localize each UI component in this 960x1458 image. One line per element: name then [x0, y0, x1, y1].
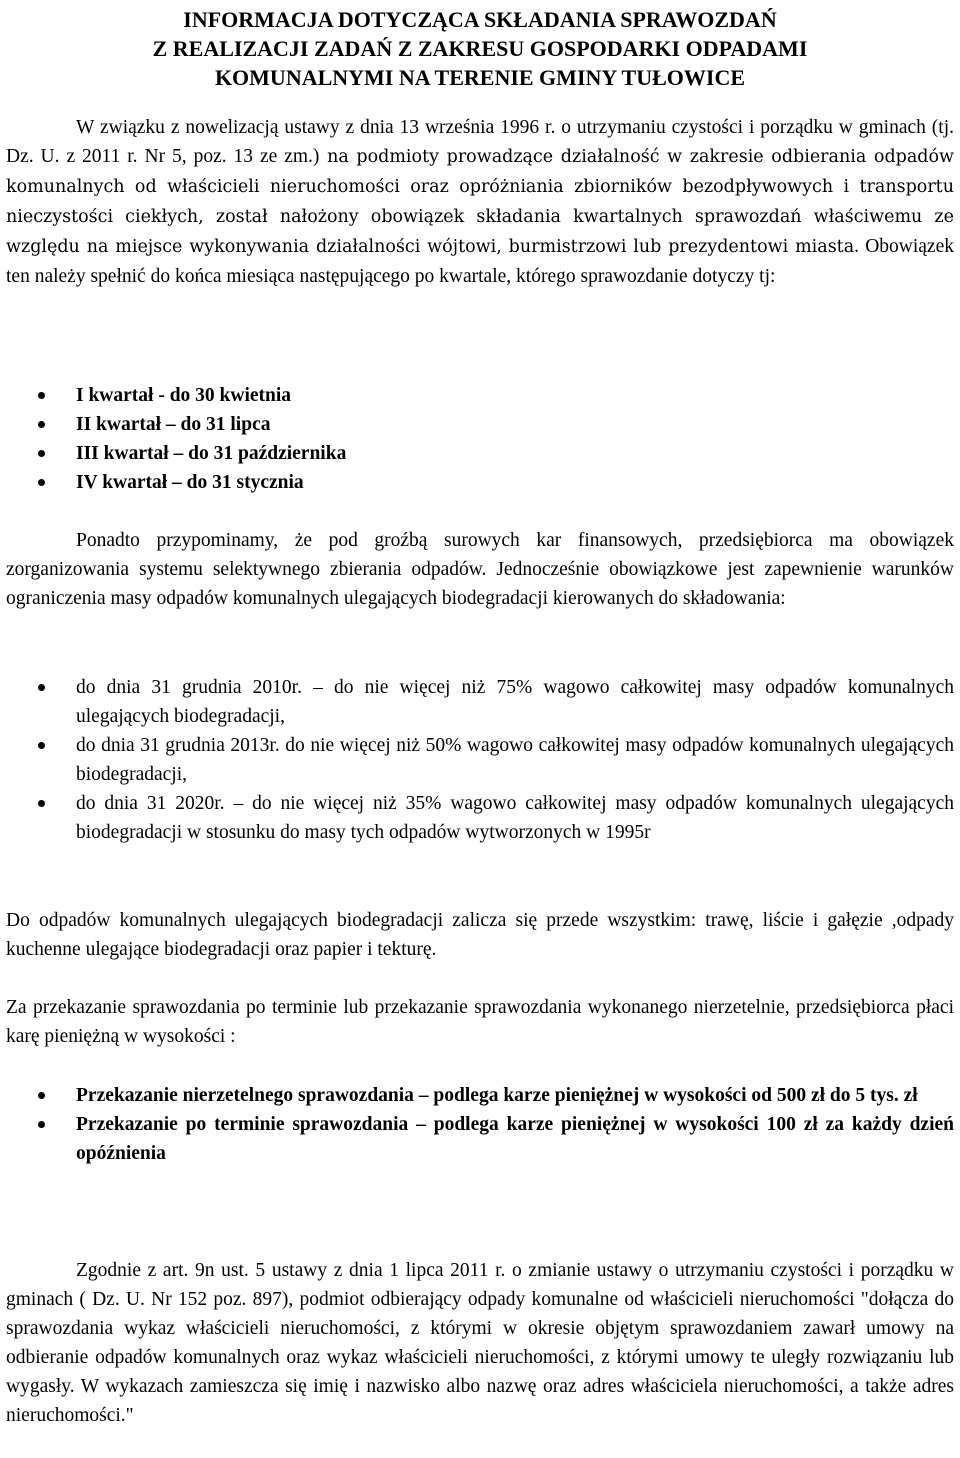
- intro-text-1: W związku z nowelizacją ustawy z dnia 13 września 1996 r. o utrzymaniu czystości i porządku w gminach (tj. Dz. U. z 2011 r. Nr 5, poz. 13 ze zm.): [6, 117, 954, 167]
- bullet-icon: [38, 1092, 45, 1099]
- title-line-1: INFORMACJA DOTYCZĄCA SKŁADANIA SPRAWOZDAŃ: [183, 7, 777, 32]
- intro-paragraph: [6, 113, 954, 291]
- bullet-icon: [38, 742, 45, 749]
- title-line-2: Z REALIZACJI ZADAŃ Z ZAKRESU GOSPODARKI ODPADAMI: [152, 36, 808, 61]
- list-item: II kwartał – do 31 lipca: [0, 410, 960, 439]
- document-title: [0, 5, 960, 92]
- limits-list: [0, 673, 960, 847]
- bullet-icon: [38, 450, 45, 457]
- biodegradable-paragraph: Do odpadów komunalnych ulegających biodegradacji zalicza się przede wszystkim: trawę, liście i gałęzie ,odpady kuchenne ulegające biodegradacji oraz papier i tekturę.: [6, 910, 954, 960]
- list-item: Przekazanie nierzetelnego sprawozdania – podlega karze pieniężnej w wysokości od 500 zł do 5 tys. zł: [0, 1081, 960, 1110]
- penalties-list: [0, 1081, 960, 1168]
- bullet-icon: [38, 392, 45, 399]
- penalty-intro-paragraph: Za przekazanie sprawozdania po terminie lub przekazanie sprawozdania wykonanego nierzetelnie, przedsiębiorca płaci karę pieniężną w wysokości :: [6, 997, 954, 1047]
- closing-paragraph: Zgodnie z art. 9n ust. 5 ustawy z dnia 1 lipca 2011 r. o zmianie ustawy o utrzymaniu czystości i porządku w gminach ( Dz. U. Nr 152 poz. 897), podmiot odbierający odpady komunalne od właścicieli nieruchomości "dołącza do sprawozdania wykaz właścicieli nieruchomości, z którymi w okresie objętym sprawozdaniem zawarł umowy na odbieranie odpadów komunalnych oraz wykaz właścicieli nieruchomości, z którymi umowy te uległy rozwiązaniu lub wygasły. W wykazach zamieszcza się imię i nazwisko albo nazwę oraz adres właściciela nieruchomości, a także adres nieruchomości.": [6, 1260, 954, 1426]
- list-item: do dnia 31 2020r. – do nie więcej niż 35% wagowo całkowitej masy odpadów komunalnych ulegających biodegradacji w stosunku do masy tych odpadów wytworzonych w 1995r: [0, 789, 960, 847]
- intro-text-3: . Obowiązek ten należy spełnić do końca miesiąca następującego po kwartale, którego sprawozdanie dotyczy tj:: [6, 236, 954, 287]
- list-item: I kwartał - do 30 kwietnia: [0, 381, 960, 410]
- list-item: IV kwartał – do 31 stycznia: [0, 468, 960, 497]
- list-item: do dnia 31 grudnia 2010r. – do nie więcej niż 75% wagowo całkowitej masy odpadów komunalnych ulegających biodegradacji,: [0, 673, 960, 731]
- reminder-paragraph: Ponadto przypominamy, że pod groźbą surowych kar finansowych, przedsiębiorca ma obowiązek zorganizowania systemu selektywnego zbierania odpadów. Jednocześnie obowiązkowe jest zapewnienie warunków ograniczenia masy odpadów komunalnych ulegających biodegradacji kierowanych do składowania:: [6, 530, 954, 609]
- bullet-icon: [38, 1121, 45, 1128]
- bullet-icon: [38, 684, 45, 691]
- quarters-list: [0, 381, 960, 497]
- bullet-icon: [38, 800, 45, 807]
- title-line-3: KOMUNALNYMI NA TERENIE GMINY TUŁOWICE: [214, 65, 746, 90]
- list-item: III kwartał – do 31 października: [0, 439, 960, 468]
- intro-text-2: na podmioty prowadzące działalność w zakresie odbierania odpadów komunalnych od właścicieli nieruchomości oraz opróżniania zbiorników bezodpływowych i transportu nieczystości ciekłych, został nałożony obowiązek składania kwartalnych sprawozdań właściwemu ze względu na miejsce wykonywania działalności wójtowi, burmistrzowi lub prezydentowi miasta: [6, 147, 955, 257]
- list-item: do dnia 31 grudnia 2013r. do nie więcej niż 50% wagowo całkowitej masy odpadów komunalnych ulegających biodegradacji,: [0, 731, 960, 789]
- bullet-icon: [38, 479, 45, 486]
- bullet-icon: [38, 421, 45, 428]
- list-item: Przekazanie po terminie sprawozdania – podlega karze pieniężnej w wysokości 100 zł za każdy dzień opóźnienia: [0, 1110, 960, 1168]
